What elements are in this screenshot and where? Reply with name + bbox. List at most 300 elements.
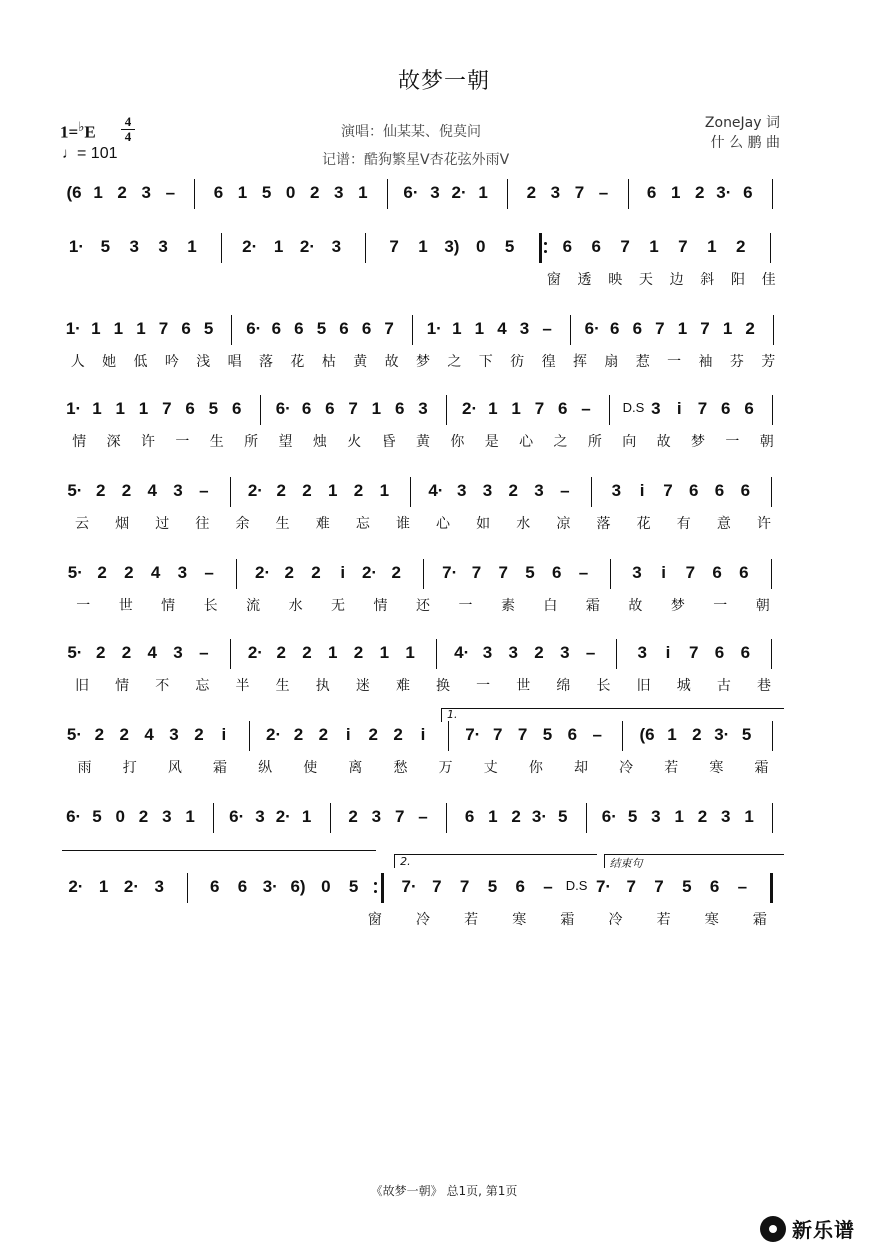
lyric-syllable: 低 (133, 354, 148, 370)
note: 1 (677, 319, 688, 338)
note: 4· (428, 481, 444, 500)
lyric-syllable: 若 (464, 912, 479, 928)
lyric-syllable: 忘 (355, 516, 370, 532)
note: 3 (482, 643, 493, 662)
note: 1 (452, 319, 462, 338)
lyric-syllable: 一 (76, 598, 91, 614)
lyric-syllable: 故 (656, 434, 671, 450)
note: 2 (284, 563, 295, 582)
lyric-syllable: 是 (484, 434, 499, 450)
barline (570, 315, 571, 345)
note: 6 (181, 319, 191, 338)
note: 2· (247, 481, 263, 500)
note: i (676, 399, 682, 418)
lyric-syllable: 寒 (709, 760, 724, 776)
note: 4 (147, 481, 157, 500)
lyric-syllable: 谁 (395, 516, 410, 532)
note: 2 (508, 481, 518, 500)
repeat-dot (544, 250, 547, 253)
lyric-syllable: 生 (275, 516, 290, 532)
note: 1 (301, 807, 312, 826)
note: 6 (743, 183, 753, 202)
lyric-syllable: 旧 (636, 678, 651, 694)
note: 6 (739, 563, 749, 582)
note: 3 (173, 481, 183, 500)
note: 3 (611, 481, 622, 500)
note: 1 (185, 807, 195, 826)
note: 1 (93, 183, 103, 202)
lyric-syllable: 一 (725, 434, 740, 450)
lyric-syllable: 绵 (556, 678, 571, 694)
performers: 演唱：仙某某、倪莫问 (341, 124, 481, 140)
note: 2 (302, 643, 312, 662)
note: 2· (123, 877, 139, 896)
note: – (585, 643, 596, 662)
note: 6 (301, 399, 312, 418)
notation-row (62, 562, 784, 592)
lyric-syllable: 风 (167, 760, 182, 776)
lyric-syllable: 你 (528, 760, 543, 776)
barline (507, 179, 508, 209)
note: 2 (697, 807, 708, 826)
note: 5 (627, 807, 638, 826)
note: 1 (670, 183, 681, 202)
lyric-syllable: 世 (118, 598, 133, 614)
note: 7 (620, 237, 630, 256)
barline (771, 639, 772, 669)
barline (412, 315, 413, 345)
note: 2 (138, 807, 149, 826)
note: 0 (321, 877, 331, 896)
note: 2· (247, 643, 263, 662)
lyric-syllable: 情 (373, 598, 388, 614)
lyric-syllable: 吟 (164, 354, 179, 370)
lyric-syllable: 你 (450, 434, 465, 450)
lyric-syllable: 窗 (367, 912, 382, 928)
note: 2 (534, 643, 544, 662)
brand-logo (760, 1214, 855, 1243)
note: (6 (639, 725, 655, 744)
note: 3 (632, 563, 642, 582)
lyric-syllable: 深 (106, 434, 121, 450)
note: 1 (328, 643, 338, 662)
note: 6 (712, 563, 722, 582)
lyric-syllable: 天 (638, 272, 653, 288)
note: 6 (231, 399, 242, 418)
note: 5 (203, 319, 214, 338)
barline (446, 395, 447, 425)
note: 6· (584, 319, 600, 338)
note: 3 (418, 399, 428, 418)
barline (330, 803, 331, 833)
note: 2· (361, 563, 378, 582)
note: 2· (254, 563, 271, 582)
note: 2 (368, 725, 378, 744)
notation-row (62, 236, 784, 266)
note: 3 (255, 807, 265, 826)
lyric-syllable: 忘 (195, 678, 210, 694)
lyric-syllable: 冷 (416, 912, 430, 928)
lyric-row (62, 351, 784, 371)
note: 2 (124, 563, 134, 582)
note: 2 (311, 563, 321, 582)
key-signature: 1=♭E (60, 119, 96, 142)
note: 1 (478, 183, 488, 202)
lyric-syllable: 霜 (752, 912, 767, 928)
barline (436, 639, 437, 669)
note: 2 (119, 725, 129, 744)
barline (609, 395, 610, 425)
lyric-syllable: 水 (288, 598, 303, 614)
note: 7 (348, 399, 358, 418)
note: – (592, 725, 602, 744)
note: 6 (558, 399, 568, 418)
lyric-syllable: 花 (290, 354, 305, 370)
lyric-syllable: 斜 (700, 272, 715, 288)
note: 1· (66, 399, 82, 418)
note: 3· (716, 183, 732, 202)
note: 1 (707, 237, 717, 256)
note: 2 (745, 319, 755, 338)
note: 6 (567, 725, 578, 744)
note: 6 (709, 877, 720, 896)
note: i (665, 643, 671, 662)
note: 6· (275, 399, 291, 418)
note: 2 (511, 807, 521, 826)
note: 6 (689, 481, 699, 500)
note: 6 (740, 481, 751, 500)
barline (260, 395, 261, 425)
lyric-syllable: 意 (716, 516, 731, 532)
lyric-syllable: 徨 (541, 354, 556, 370)
note: – (199, 643, 209, 662)
note: – (165, 183, 176, 202)
note: 2 (526, 183, 537, 202)
lyric-syllable: 情 (115, 678, 130, 694)
lyric-syllable: 如 (476, 516, 491, 532)
lyric-syllable: 有 (676, 516, 691, 532)
lyric-syllable: 向 (622, 434, 637, 450)
lyric-syllable: 所 (587, 434, 602, 450)
lyric-row (62, 595, 784, 615)
note: 2· (299, 237, 316, 256)
notation-row (62, 806, 784, 836)
barline (365, 233, 366, 263)
note: i (340, 563, 346, 582)
note: 0 (115, 807, 125, 826)
volta-bracket (441, 708, 784, 709)
note: 7· (401, 877, 417, 896)
notation-row (62, 182, 784, 212)
note: 3 (371, 807, 382, 826)
note: 7 (534, 399, 545, 418)
volta-tick (441, 708, 442, 722)
barline (772, 395, 773, 425)
barline (423, 559, 424, 589)
note: 1· (65, 319, 81, 338)
barline (586, 803, 587, 833)
volta-label: 2. (400, 855, 411, 868)
note: 6 (394, 399, 405, 418)
note: i (345, 725, 351, 744)
lyric-syllable: 许 (140, 434, 155, 450)
lyric-syllable: 无 (331, 598, 346, 614)
lyric-syllable: 过 (155, 516, 170, 532)
barline (221, 233, 222, 263)
lyric-row (62, 269, 784, 289)
volta-label: 1. (447, 708, 458, 721)
note: 3 (550, 183, 561, 202)
note: 3 (141, 183, 151, 202)
note: 1 (328, 481, 338, 500)
note: 5 (682, 877, 692, 896)
lyric-syllable: 心 (519, 434, 534, 450)
note: 7 (517, 725, 528, 744)
note: 1 (136, 319, 146, 338)
lyric-syllable: 之 (553, 434, 568, 450)
lyric-syllable: 一 (667, 354, 682, 370)
note: 7 (689, 643, 699, 662)
note: 2 (318, 725, 329, 744)
notation-row (62, 480, 784, 510)
note: 1 (113, 319, 124, 338)
note: 7· (442, 563, 458, 582)
note: – (542, 319, 552, 338)
lyric-syllable: 许 (756, 516, 771, 532)
note: – (418, 807, 428, 826)
lyric-syllable: 落 (596, 516, 611, 532)
lyric-syllable: 边 (669, 272, 684, 288)
note: 5 (348, 877, 359, 896)
note: 3· (714, 725, 730, 744)
note: 0 (476, 237, 486, 256)
note: 2 (348, 807, 358, 826)
note: 7 (471, 563, 482, 582)
note: 6 (464, 807, 475, 826)
lyric-syllable: 长 (203, 598, 218, 614)
barline (249, 721, 250, 751)
lyric-syllable: 透 (577, 272, 592, 288)
note: 4 (144, 725, 154, 744)
note: – (581, 399, 591, 418)
note: – (598, 183, 609, 202)
note: 1 (474, 319, 485, 338)
barline (622, 721, 623, 751)
note: – (560, 481, 570, 500)
note: 7 (162, 399, 172, 418)
note: 0 (285, 183, 296, 202)
lyric-syllable: 一 (476, 678, 491, 694)
note: 7 (626, 877, 636, 896)
note: 1 (418, 237, 428, 256)
lyric-syllable: 霜 (212, 760, 227, 776)
note: 3 (177, 563, 188, 582)
time-signature: 4 4 (121, 116, 135, 143)
note: 2 (117, 183, 127, 202)
note: 3 (430, 183, 440, 202)
lyric-syllable: 冷 (608, 912, 623, 928)
lyric-syllable: 袖 (698, 354, 713, 370)
lyric-syllable: 却 (573, 760, 588, 776)
note: 3) (444, 237, 460, 256)
lyric-syllable: 一 (458, 598, 473, 614)
note: 2 (393, 725, 403, 744)
lyric-syllable: 下 (478, 354, 493, 370)
note: i (661, 563, 667, 582)
lyric-syllable: 不 (155, 678, 170, 694)
note: 1 (649, 237, 659, 256)
note: i (221, 725, 227, 744)
lyric-syllable: 生 (275, 678, 290, 694)
lyric-syllable: 望 (278, 434, 293, 450)
note: 1· (426, 319, 442, 338)
brand-name: 新乐谱 (792, 1218, 855, 1242)
barline (230, 477, 231, 507)
note: 7 (697, 399, 708, 418)
note: 1 (92, 399, 102, 418)
note: 5 (525, 563, 535, 582)
repeat-dot (544, 242, 547, 245)
lyric-syllable: 之 (447, 354, 462, 370)
note: 3 (651, 807, 661, 826)
note: 2 (735, 237, 746, 256)
lyric-syllable: 流 (246, 598, 261, 614)
dal-segno-mark: D.S (565, 878, 588, 893)
lyric-syllable: 执 (315, 678, 330, 694)
notation-row (62, 855, 784, 906)
note: 2 (391, 563, 401, 582)
lyric-syllable: 映 (608, 272, 623, 288)
note: 3 (721, 807, 731, 826)
barline (616, 639, 617, 669)
lyric-syllable: 还 (416, 598, 430, 614)
lyric-syllable: 枯 (321, 354, 336, 370)
note: 3 (169, 725, 179, 744)
lyric-syllable: 朝 (759, 434, 774, 450)
note: – (578, 563, 589, 582)
note: 7· (465, 725, 481, 744)
note: 1 (187, 237, 197, 256)
page-footer: 《故梦一朝》 总1页, 第1页 (370, 1184, 518, 1198)
note: 3· (262, 877, 278, 896)
lyric-syllable: 离 (348, 760, 363, 776)
barline (773, 315, 774, 345)
lyric-syllable: 纵 (258, 760, 273, 776)
lyric-syllable: 故 (384, 354, 399, 370)
note: 7 (459, 877, 470, 896)
barline (772, 179, 773, 209)
dal-segno-mark: D.S (622, 400, 645, 415)
note: – (204, 563, 214, 582)
continuation-line (62, 850, 376, 851)
lyric-syllable: 昏 (381, 434, 396, 450)
note: 1 (91, 319, 101, 338)
note: 6 (714, 643, 725, 662)
barline (410, 477, 411, 507)
note: 7 (678, 237, 688, 256)
note: 3 (331, 237, 342, 256)
lyric-syllable: 芬 (729, 354, 744, 370)
lyric-syllable: 落 (259, 354, 274, 370)
note: 1 (98, 877, 109, 896)
note: 3 (534, 481, 544, 500)
lyric-row (62, 513, 784, 533)
note: 5· (66, 725, 82, 744)
lyric-syllable: 梦 (691, 434, 706, 450)
barline (771, 477, 772, 507)
note: 2 (692, 725, 702, 744)
barline (771, 559, 772, 589)
note: 6· (229, 807, 245, 826)
note: 2· (242, 237, 258, 256)
note: 5 (100, 237, 111, 256)
lyric-syllable: 冷 (619, 760, 634, 776)
note: 6· (66, 807, 82, 826)
note: 3 (129, 237, 139, 256)
lyric-syllable: 寒 (704, 912, 719, 928)
lyric-syllable: 若 (664, 760, 679, 776)
note: 6 (632, 319, 643, 338)
barline (230, 639, 231, 669)
lyric-syllable: 世 (516, 678, 531, 694)
lyric-syllable: 烟 (115, 516, 130, 532)
notation-row (62, 708, 784, 754)
note: 2· (68, 877, 84, 896)
lyric-syllable: 所 (244, 434, 259, 450)
lyric-syllable: 长 (596, 678, 611, 694)
note: 6 (237, 877, 248, 896)
lyric-syllable: 余 (235, 516, 250, 532)
volta-tick (604, 854, 605, 868)
lyric-syllable: 梦 (670, 598, 685, 614)
note: 5 (316, 319, 327, 338)
note: 7 (655, 319, 665, 338)
note: 5 (208, 399, 219, 418)
note: 2 (276, 643, 286, 662)
lyric-syllable: 一 (713, 598, 728, 614)
lyric-syllable: 一 (175, 434, 190, 450)
lyric-syllable: 窗 (546, 272, 561, 288)
barline (236, 559, 237, 589)
lyric-syllable: 浅 (196, 354, 211, 370)
lyric-syllable: 旧 (75, 678, 90, 694)
note: 2 (353, 481, 364, 500)
lyric-syllable: 黄 (353, 354, 368, 370)
note: 2 (293, 725, 304, 744)
note: 1 (674, 807, 684, 826)
lyric-syllable: 黄 (416, 434, 430, 450)
lyric-syllable: 霜 (754, 760, 769, 776)
note: 6 (591, 237, 601, 256)
note: 7 (498, 563, 508, 582)
note: 3 (508, 643, 518, 662)
note: 1· (68, 237, 84, 256)
note: 3 (162, 807, 172, 826)
note: 7 (384, 319, 394, 338)
lyric-syllable: 往 (195, 516, 210, 532)
note: 6 (515, 877, 525, 896)
barline (772, 803, 773, 833)
lyric-syllable: 挥 (572, 354, 587, 370)
note: i (420, 725, 426, 744)
note: 2 (94, 725, 105, 744)
note: 5 (741, 725, 752, 744)
note: 3 (651, 399, 661, 418)
lyric-syllable: 城 (676, 678, 691, 694)
volta-2-bracket (394, 854, 597, 855)
note: 1 (358, 183, 368, 202)
lyric-syllable: 惹 (635, 354, 650, 370)
